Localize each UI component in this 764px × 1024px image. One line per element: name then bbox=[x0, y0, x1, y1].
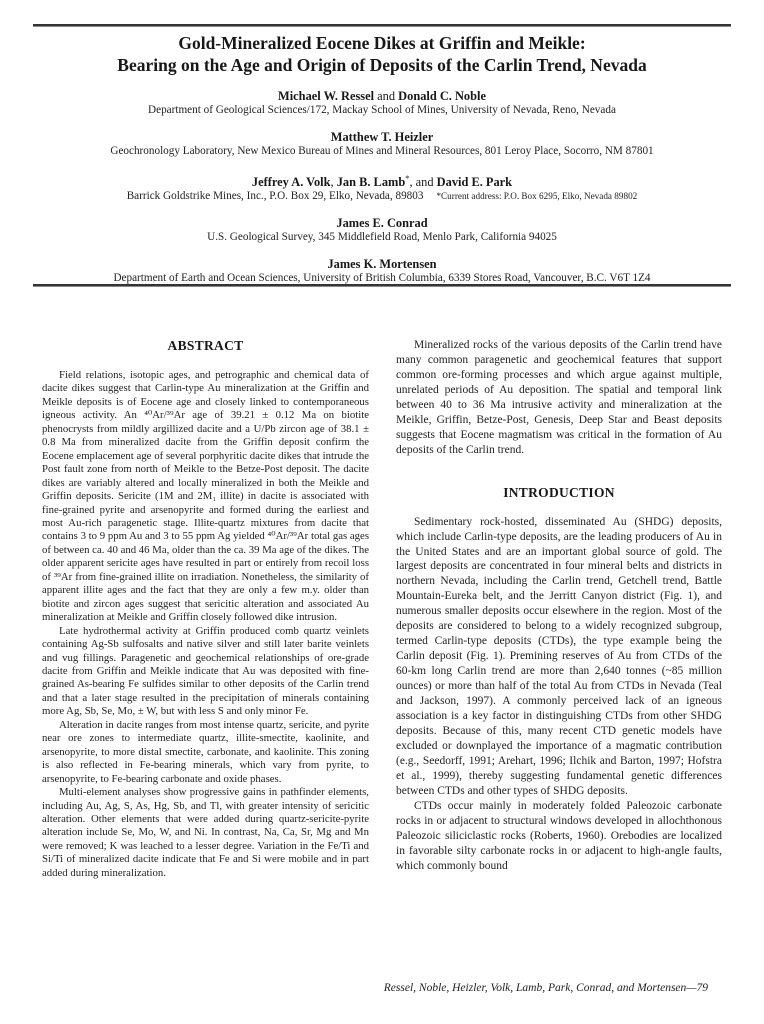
author-name: Jan B. Lamb bbox=[336, 175, 406, 190]
author-name: David E. Park bbox=[436, 175, 513, 190]
author-names-1 bbox=[33, 89, 731, 103]
author-name: Jeffrey A. Volk bbox=[251, 175, 331, 190]
abstract-heading: ABSTRACT bbox=[167, 338, 244, 353]
author-names-3 bbox=[33, 171, 731, 189]
header-divider-rule bbox=[33, 284, 731, 287]
author-affiliation-1: Department of Geological Sciences/172, Mackay School of Mines, University of Nevada, Reno, Nevada bbox=[148, 104, 616, 116]
author-affiliation-2: Geochronology Laboratory, New Mexico Bureau of Mines and Mineral Resources, 801 Leroy Place, Socorro, NM 87801 bbox=[110, 145, 654, 157]
top-rule bbox=[33, 24, 731, 27]
paper-title bbox=[33, 33, 731, 76]
paper-title-line1: Gold-Mineralized Eocene Dikes at Griffin and Meikle: bbox=[178, 33, 586, 53]
introduction-paragraph-1: Sedimentary rock-hosted, disseminated Au (SHDG) deposits, which include Carlin-type deposits, are the leading producers of Au in the United States and are an important global source of gold. The largest deposits are concentrated in four mineral belts and districts in northern Nevada, including the Carlin trend, Getchell trend, Battle Mountain-Eureka belt, and the Jerritt Canyon district (Fig. 1), and numerous smaller deposits occur elsewhere in the region. Most of the deposits are considered to belong to a widely recognized subgroup, termed Carlin-type deposits (CTDs), the type example being the Carlin deposit (Fig. 1). Premining reserves of Au from CTDs of the 60-km long Carlin trend are more than 2,640 tonnes (~85 million ounces) or more than half of the total Au from CTDs in Nevada (Teal and Jackson, 1997). A commonly perceived lack of an igneous association is a key factor in distinguishing CTDs from other SHDG deposits. Because of this, many recent CTD genetic models have excluded or downplayed the importance of a magmatic contribution (e.g., Seedorff, 1991; Arehart, 1996; Ilchik and Barton, 1997; Hofstra et al., 1999), thereby suggesting fundamental genetic differences between CTDs and other types of SHDG deposits. bbox=[396, 515, 722, 797]
current-address-note: *Current address: P.O. Box 6295, Elko, Nevada 89802 bbox=[436, 191, 638, 202]
author-separator: , and bbox=[409, 175, 437, 190]
author-names-2: Matthew T. Heizler bbox=[330, 130, 434, 144]
author-name: Donald C. Noble bbox=[398, 89, 486, 103]
running-footer-page-number: Ressel, Noble, Heizler, Volk, Lamb, Park, Conrad, and Mortensen—79 bbox=[383, 982, 708, 994]
two-column-body bbox=[42, 338, 722, 880]
author-name: Michael W. Ressel bbox=[278, 89, 375, 103]
affiliation-text: Barrick Goldstrike Mines, Inc., P.O. Box 29, Elko, Nevada, 89803 bbox=[126, 190, 424, 203]
author-affiliation-3 bbox=[33, 190, 731, 203]
author-group-3 bbox=[33, 171, 731, 203]
left-column bbox=[42, 338, 369, 880]
abstract-paragraph-2: Late hydrothermal activity at Griffin produced comb quartz veinlets containing Ag-Sb sulfosalts and native silver and still later barite veinlets and vug fillings. Paragenetic and geochemical relationships of ore-grade dacite from Griffin and Meikle indicate that Au was deposited with fine-grained As-bearing Fe sulfides similar to other deposits of the Carlin trend and that a later stage resulted in the precipitation of minerals containing more Ag, Sb, Se, Mo, ± W, but with less S and only minor Fe. bbox=[42, 624, 369, 718]
author-group-2 bbox=[33, 130, 731, 158]
author-affiliation-5: Department of Earth and Ocean Sciences, University of British Columbia, 6339 Stores Road, Vancouver, B.C. V6T 1Z4 bbox=[113, 272, 651, 285]
introduction-heading: INTRODUCTION bbox=[503, 484, 615, 500]
abstract-continuation-paragraph: Mineralized rocks of the various deposits of the Carlin trend have many common paragenetic and geochemical features that support common ore-forming processes and which argue against multiple, unrelated periods of Au deposition. The spatial and temporal link between 40 to 36 Ma intrusive activity and mineralization at the Meikle, Griffin, Betze-Post, Genesis, Deep Star and Beast deposits suggests that Eocene magmatism was critical in the formation of Au deposits of the Carlin trend. bbox=[396, 339, 722, 456]
abstract-paragraph-3: Alteration in dacite ranges from most intense quartz, sericite, and pyrite near ore zones to intermediate quartz, illite-smectite, kaolinite, and arsenopyrite, to more distal smectite, carbonate, and kaolinite. This zoning is also reflected in Fe-bearing minerals, which vary from pyrite, to arsenopyrite, to Fe-bearing carbonate and oxide phases. bbox=[42, 718, 369, 785]
author-names-4: James E. Conrad bbox=[336, 216, 428, 231]
author-group-5 bbox=[33, 257, 731, 285]
abstract-paragraph-4: Multi-element analyses show progressive gains in pathfinder elements, including Au, Ag, S, As, Hg, Sb, and Tl, with greater intensity of sericitic alteration. Other elements that were added during quartz-sericite-pyrite alteration include Se, Mo, W, and Ni. In contrast, Na, Ca, Sr, Mg and Mn were removed; K was leached to a lesser degree. Variation in the Fe/Ti and Si/Ti of mineralized dacite indicate that Fe and Si were mobile and in part added during mineralization. bbox=[42, 786, 369, 879]
author-group-4 bbox=[33, 216, 731, 244]
abstract-paragraph-1: Field relations, isotopic ages, and petrographic and chemical data of dacite dikes suggest that Carlin-type Au mineralization at the Griffin and Meikle deposits is of Eocene age and closely linked to contemporaneous igneous activity. An ⁴⁰Ar/³⁹Ar age of 39.21 ± 0.12 Ma on biotite phenocrysts from mildly argillized dacite and a U/Pb zircon age of 38.1 ± 0.8 Ma from mineralized dacite from the Griffin deposit confirm the Eocene emplacement age of several porphyritic dacite dikes that intrude the Post fault zone from north of Meikle to the Betze-Post deposit. The dacite dikes are variably altered and locally mineralized in both the Meikle and Griffin deposits. Sericite (1M and 2M₁ illite) in dacite is associated with fine-grained pyrite and arsenopyrite and formed during the earliest and most Au-rich paragenetic stage. Illite-quartz mixtures from dacite that contains 3 to 9 ppm Au and 3 to 55 ppm Ag yielded ⁴⁰Ar/³⁹Ar total gas ages of between ca. 40 and 46 Ma, older than the ca. 39 Ma age of the dikes. The older apparent sericite ages have resulted in part or entirely from recoil loss of ³⁹Ar from fine-grained illite on irradiation. Nonetheless, the similarity of apparent illite ages and the fact that they are only a few m.y. older than biotite and zircon ages suggest that sericitic alteration and associated Au mineralization at Meikle and Griffin closely followed dike intrusion. bbox=[42, 369, 369, 624]
author-names-5: James K. Mortensen bbox=[327, 257, 437, 272]
author-separator: and bbox=[374, 89, 399, 103]
author-affiliation-4: U.S. Geological Survey, 345 Middlefield Road, Menlo Park, California 94025 bbox=[207, 231, 557, 244]
introduction-paragraph-2: CTDs occur mainly in moderately folded Paleozoic carbonate rocks in or adjacent to structural windows developed in allochthonous Paleozoic siliciclastic rocks (Roberts, 1960). Orebodies are localized in favorable silty carbonate rocks in or adjacent to high-angle faults, which commonly bound bbox=[396, 799, 722, 872]
author-separator: , bbox=[330, 175, 337, 190]
author-group-1 bbox=[33, 89, 731, 117]
paper-title-line2: Bearing on the Age and Origin of Deposits of the Carlin Trend, Nevada bbox=[117, 54, 647, 75]
right-column bbox=[396, 338, 722, 880]
paper-header bbox=[33, 33, 731, 285]
current-address-asterisk: * bbox=[405, 173, 410, 183]
